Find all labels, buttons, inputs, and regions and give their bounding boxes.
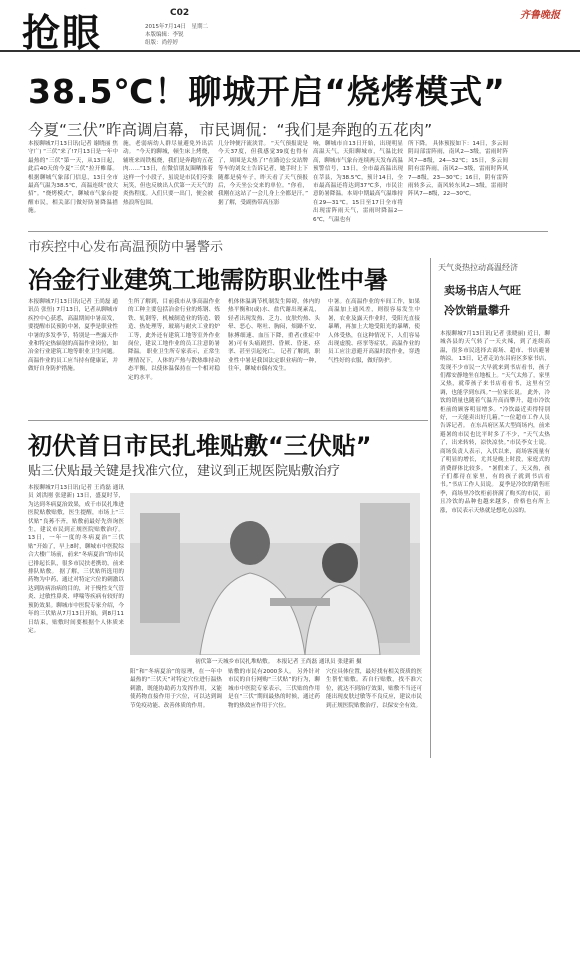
story3-subhead: 贴三伏贴最关键是找准穴位，建议到正规医院贴敷治疗 bbox=[28, 464, 341, 479]
story1-column-4: 响，聊城市自13日开始，出现明显高温天气，天阳聊城市，气温比较高，聊城市气象台连续两天发布高温预警信号，13日，全市最高温出现在莘县，为38.5℃，预计14日，全市最高温还将达到37℃多，市民注意防暑降温。本周中期最高气温维持在29—31℃。15日至17日全市将出现雷阵雨天气，雷雨时降温2—6℃，气温也有 bbox=[313, 141, 403, 223]
designer-credit: 组版：尚停婷 bbox=[145, 40, 179, 46]
story2-column-4: 中暑。在高温作业的车间工作，如果高温加上通风差，则很容易发生中暑，农业及露天作业时，受阳光直接暴晒，再加上大地受阳光的暴晒，使人体受热，在这种情况下，人们容易出现虚脱、痉挛等症状。高温作业的员工应注意避开高温时段作业，穿透气性好的衣服，做好防护。 bbox=[328, 299, 420, 364]
story3-bottom-column-3: 穴位具体位置，最好找有相关资质的医生帮忙贴敷。若自行贴敷，找不准穴位，就达不到治疗效果，贴敷不当还可能出现皮肤过敏等不良反应，建议市民到正规医院贴敷治疗，以保安全有效。 bbox=[326, 669, 422, 709]
page-code: C02 bbox=[170, 8, 190, 18]
story2-column-2: 生所了解到，目前我市从事高温作业的工种主要包括冶金行业的炼钢、炼铁、轧钢等，机械制造业的铸造、锻造、热处理等，玻璃与耐火工业的炉工等，此外还有建筑工地等室外作业岗位，建议工地作业的员工注意防暑降温。 职业卫生所专家表示，正常生理情况下，人体的产热与散热维持动态平衡，以使体温保持在一个相对稳定的水平。 bbox=[128, 299, 220, 381]
sidebar-title-line2: 冷饮销量攀升 bbox=[444, 304, 510, 317]
story1-headline: 38.5℃！聊城开启“烧烤模式” bbox=[28, 72, 506, 111]
sidebar-divider bbox=[430, 258, 431, 758]
story2-kicker: 市疾控中心发布高温预防中暑警示 bbox=[28, 240, 224, 255]
story3-headline: 初伏首日市民扎堆贴敷“三伏贴” bbox=[28, 432, 372, 460]
story1-column-3: 几分钟便汗流浃背。 “天气预报说是今天37度，但我感觉39度也得有了，周围是太热了!”在路边公交站牌等车的刘女士告诉记者，她手时上下随都是骑车子，昨天看了天气预报后，今天坐公交来的单位。“你看，我刚在这站了一会儿身上全都是汗。” 据了解，受副热带高压影 bbox=[218, 141, 308, 206]
story3-bottom-column-2: 贴敷的市民有2000多人。 另外针对市民的自行网购“三伏贴”的行为，聊城市中医院专家表示，三伏贴的作用是在“三伏”期间最热的时候，通过药物的热效应作用于穴位。 bbox=[228, 669, 320, 709]
story1-column-5: 所下降。 具体预报如下：14日，多云间阴局部雷阵雨，南风2—3级，雷雨时阵风7—8级，24—32℃；15日，多云间阴有雷阵雨，南风2—3级，雷雨时阵风7—8级，23—30℃；16日，阴有雷阵雨转多云，南风转东风2—3级，雷雨时阵风7—8级，22—30℃。 bbox=[408, 141, 508, 198]
story3-bottom-column-1: 阳”和“冬病夏治”的原理，在一年中最热的“三伏天”对特定穴位进行温热刺激，既能协助药力发挥作用，又能使药物直接作用于穴位，可以达到调节免疫功能、改善体质的作用。 bbox=[130, 669, 222, 709]
sidebar-body: 本报聊城7月13日讯(记者 张晓丽) 近日，聊城各县的天气转了一天火辣，到了连续高温，很多市民选择去商场、超市、书店避暑纳凉。 13日，记者走访东昌府区多家书店，发现不少市民一大早就来到书店看书，孩子们都安静地坐在地板上。“天气太热了，家里又热，就带孩子来书店看看书，这里有空调，也能学到东西。”一位家长说。 此外，冷饮的销量也随着气温升高而攀升，超市冷饮柜前的顾客明显增多。“冷饮最近卖得特别好，一天能卖出好几箱。”一位超市工作人员告诉记者。 在东昌府区某大型商场内，前来避暑的市民也比平时多了不少，“天气太热了，出来转转，凉快凉快。”市民李女士说。商场负责人表示，入伏以来，商场客流量有了明显的增长，尤其是晚上时段，家庭式的消费群体比较多。 “暑假来了，天又热，孩子们都待在家里，有的孩子就到书店看书。”书店工作人员说。 夏季是冷饮的销售旺季，商场里冷饮柜前挤满了购买的市民，而且冷饮的品种也越来越多，价格也有所上涨，市民表示天热就是想吃点凉的。 bbox=[440, 331, 550, 514]
news-photo bbox=[130, 493, 420, 655]
section-divider bbox=[28, 420, 428, 421]
story2-headline: 冶金行业建筑工地需防职业性中暑 bbox=[28, 266, 388, 294]
section-name: 抢眼 bbox=[22, 10, 103, 55]
paper-logo: 齐鲁晚报 bbox=[520, 10, 560, 21]
issue-date: 2015年7月14日 星期二 bbox=[145, 24, 208, 30]
sidebar-title-line1: 卖场书店人气旺 bbox=[444, 284, 521, 297]
masthead bbox=[0, 0, 580, 55]
photo-caption: 初伏第一天城乡市民扎堆贴敷。 本报记者 王尚磊 通讯员 张建新 摄 bbox=[195, 659, 362, 665]
editor-credit: 本版编辑：李锐 bbox=[145, 32, 184, 38]
photo-illustration bbox=[130, 493, 420, 655]
story3-left-column: 本报聊城7月13日讯(记者 王尚磊 通讯员 刘洪刚 张建新) 13日，盛夏时节，为达到冬病夏治效果，成千市民扎堆进医院贴敷贴敷，医生提醒，市场上“三伏贴”良莠不齐，贴敷前最好先咨询医生，建议市民到正规医院贴敷治疗。 13日，一年一度的冬病夏治“三伏贴”开始了，早上8时，聊城市中医院综合大楼广场前，前来“冬病夏治”的市民已排起长队，很多市民扶老携幼，前来排队贴敷。 据了解，三伏贴所选用的药物为中药，通过对特定穴位的刺激以达到防病治病的目的，对于慢性支气管炎、过敏性鼻炎、哮喘等疾病有较好的预防效果。聊城市中医院专家介绍，今年的三伏贴从7月13日开始，到8月11日结束，贴敷时间要根据个人体质来定。 bbox=[28, 485, 124, 634]
story1-subhead: 今夏“三伏”昨高调启幕，市民调侃：“我们是奔跑的五花肉” bbox=[28, 121, 433, 139]
section-divider bbox=[28, 231, 548, 232]
story2-column-1: 本报聊城7月13日讯(记者 王尚磊 通讯员 张恒) 7月13日，记者从聊城市疾控中心获悉，高温期间中暑高发，要提醒市民预防中暑，夏季是职业性中暑的多发季节，特别是一些露天作业和特定热辐射的高温作业岗位，如冶金行业建筑工地等职业卫生问题。高温作业的员工应当持有健康证，并做好自身防护措施。 bbox=[28, 299, 118, 373]
story1-column-2: 施，老弱病幼人群尽量避免外出活动。 “今天的聊城，顿生床上烤烧，辅班来周铁板烧，我们是奔跑的五花肉……”13日，在微信朋友圈晒推着这样一个小段子，虽说是市民们夸张玩笑，但也反映出人伏第一天天气的炎热程度。入们只要一出门，便会被热浪所包围。 bbox=[123, 141, 213, 206]
story1-column-1: 本报聊城7月13日讯(记者 谢晓丽 焦守广) “三伏”来了!7月13日是一年中最热的“三伏”第一天，从13日起，此后40天的今夏“三伏”拉开帷幕。根据聊城气象部门信息，13日全市最高气温为38.5℃，高温连续“放大招”。“烧烤模式”，聊城市气象台提醒市民，相关部门做好防暑降温措施。 bbox=[28, 141, 118, 215]
story2-column-3: 机体体温调节机制发生障碍，体内的热平衡和(或)水、盐代谢出现紊乱，轻者出现发热、乏力、皮肤灼热、头晕、恶心、呕吐、胸闷，烦躁不安、脉搏细速、血压下降，重者(重症中暑)可有头痛剧烈、昏厥、昏迷、痉挛、甚至引起死亡。 记者了解到，职业性中暑是我国法定职业病的一种，往年，聊城市偶有发生。 bbox=[228, 299, 320, 373]
sidebar-kicker: 天气炎热拉动高温经济 bbox=[438, 263, 518, 272]
